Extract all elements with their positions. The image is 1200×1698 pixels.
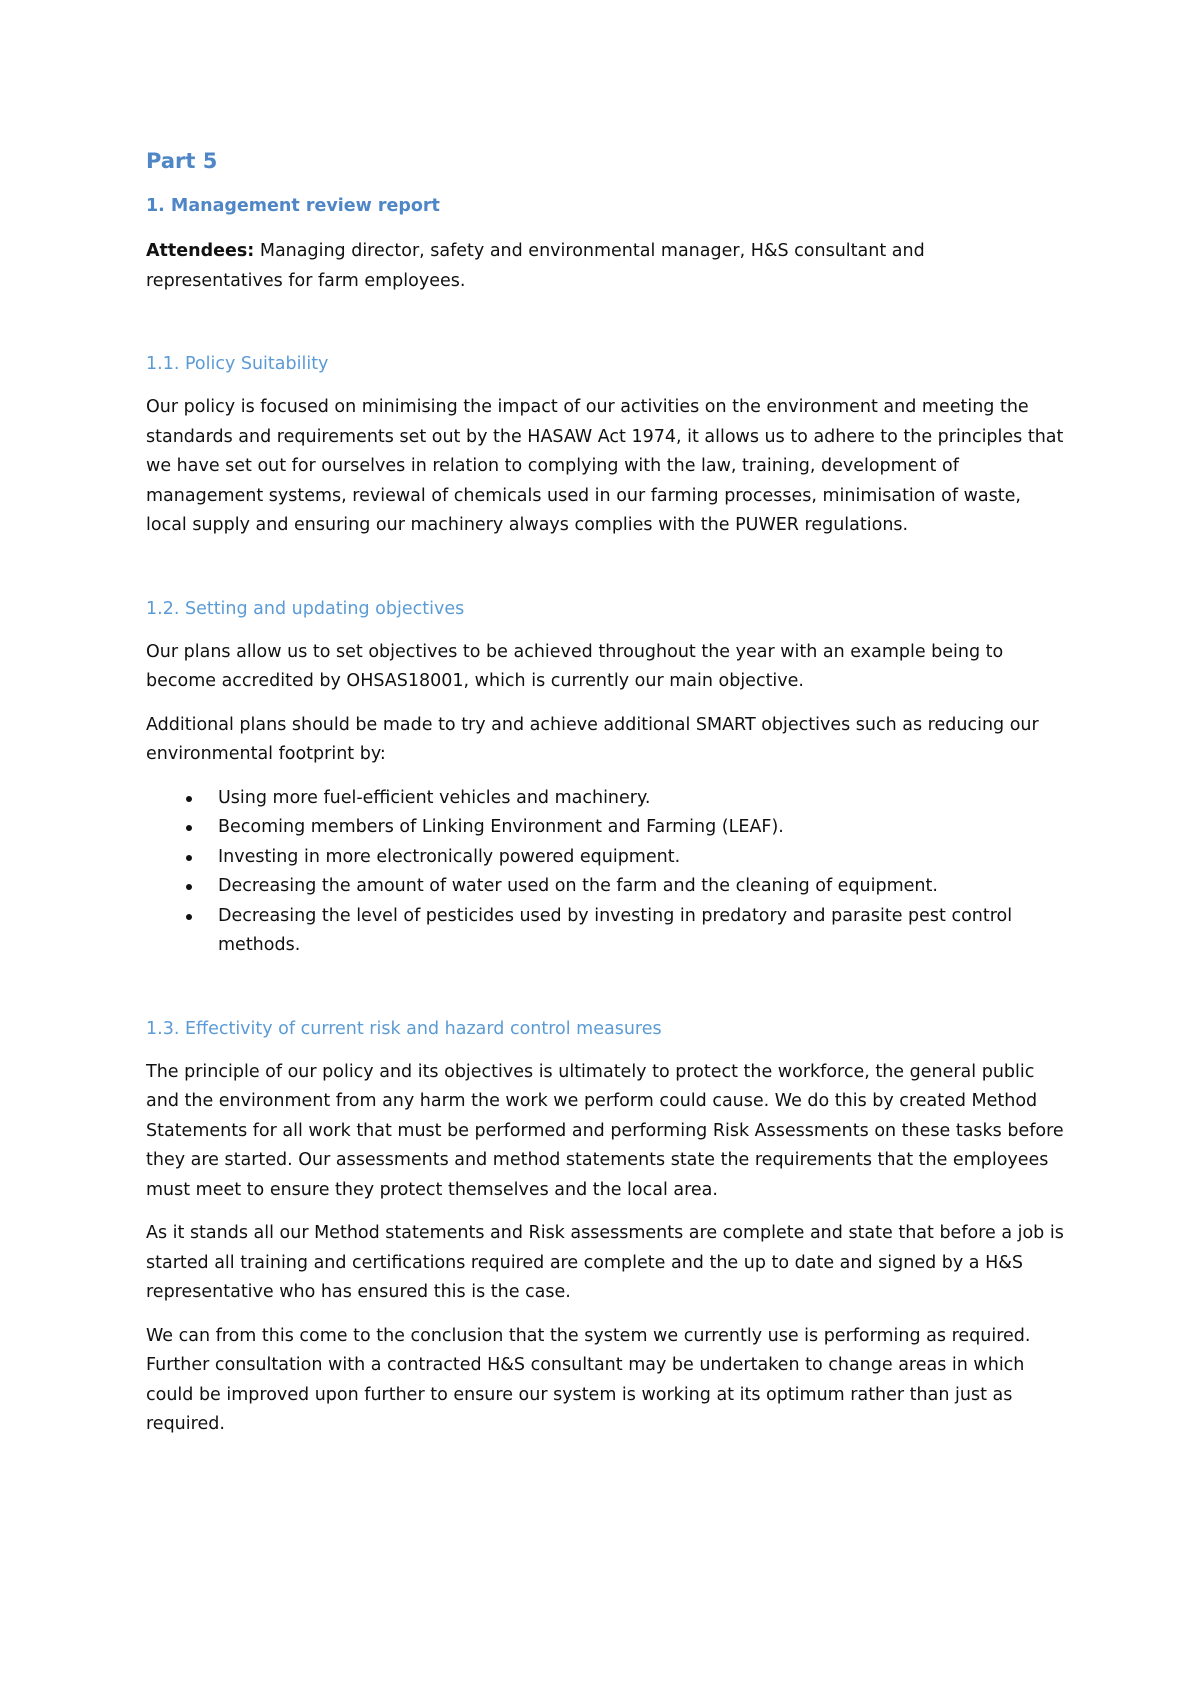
bullet-dot-icon xyxy=(186,825,192,831)
spacer xyxy=(146,310,1066,352)
bullet-dot-icon xyxy=(186,884,192,890)
spacer xyxy=(146,961,1066,1017)
bullet-text: Decreasing the level of pesticides used by investing in predatory and parasite pest control methods. xyxy=(218,905,1013,955)
bullet-dot-icon xyxy=(186,914,192,920)
part-title: Part 5 xyxy=(146,149,218,173)
effectivity-paragraph-2: As it stands all our Method statements and Risk assessments are complete and state that before a job is started all training and certifications required are complete and the up to date and signed by a H&S representative who has ensured this is the case. xyxy=(146,1223,1064,1302)
bullet-item xyxy=(146,813,1066,843)
bullet-text: Investing in more electronically powered equipment. xyxy=(218,846,681,867)
spacer xyxy=(146,555,1066,597)
effectivity-paragraph-1: The principle of our policy and its objectives is ultimately to protect the workforce, the general public and the environment from any harm the work we perform could cause. We do this by created Method Statements for all work that must be performed and performing Risk Assessments on these tasks before they are started. Our assessments and method statements state the requirements that the employees must meet to ensure they protect themselves and the local area. xyxy=(146,1061,1064,1200)
attendees-text: Managing director, safety and environmental manager, H&S consultant and representatives for farm employees. xyxy=(146,241,925,291)
heading-setting-objectives: 1.2. Setting and updating objectives xyxy=(146,598,465,619)
attendees-label: Attendees: xyxy=(146,241,255,261)
bullet-item xyxy=(146,872,1066,902)
effectivity-paragraph-3: We can from this come to the conclusion that the system we currently use is performing as required. Further consultation with a contracted H&S consultant may be undertaken to change areas in which could be improved upon further to ensure our system is working at its optimum rather than just as required. xyxy=(146,1325,1031,1434)
attendees-paragraph xyxy=(146,237,1066,296)
objectives-paragraph-1: Our plans allow us to set objectives to be achieved throughout the year with an example being to become accredited by OHSAS18001, which is currently our main objective. xyxy=(146,641,1004,691)
objectives-paragraph-2: Additional plans should be made to try and achieve additional SMART objectives such as reducing our environmental footprint by: xyxy=(146,714,1039,764)
heading-policy-suitability: 1.1. Policy Suitability xyxy=(146,354,329,374)
bullet-item xyxy=(146,843,1066,873)
bullet-item xyxy=(146,902,1066,961)
bullet-text: Using more fuel-efficient vehicles and machinery. xyxy=(218,787,651,808)
section-title: 1. Management review report xyxy=(146,196,440,216)
document-page xyxy=(146,146,1066,1454)
bullet-dot-icon xyxy=(186,796,192,802)
bullet-text: Becoming members of Linking Environment and Farming (LEAF). xyxy=(218,817,784,837)
bullet-text: Decreasing the amount of water used on the farm and the cleaning of equipment. xyxy=(218,876,938,896)
objectives-bullet-list xyxy=(146,784,1066,961)
heading-effectivity-controls: 1.3. Effectivity of current risk and hazard control measures xyxy=(146,1018,662,1039)
bullet-dot-icon xyxy=(186,855,192,861)
policy-suitability-paragraph: Our policy is focused on minimising the impact of our activities on the environment and meeting the standards and requirements set out by the HASAW Act 1974, it allows us to adhere to the principles that we have set out for ourselves in relation to complying with the law, training, development of management systems, reviewal of chemicals used in our farming processes, minimisation of waste, local supply and ensuring our machinery always complies with the PUWER regulations. xyxy=(146,397,1064,535)
bullet-item xyxy=(146,784,1066,814)
